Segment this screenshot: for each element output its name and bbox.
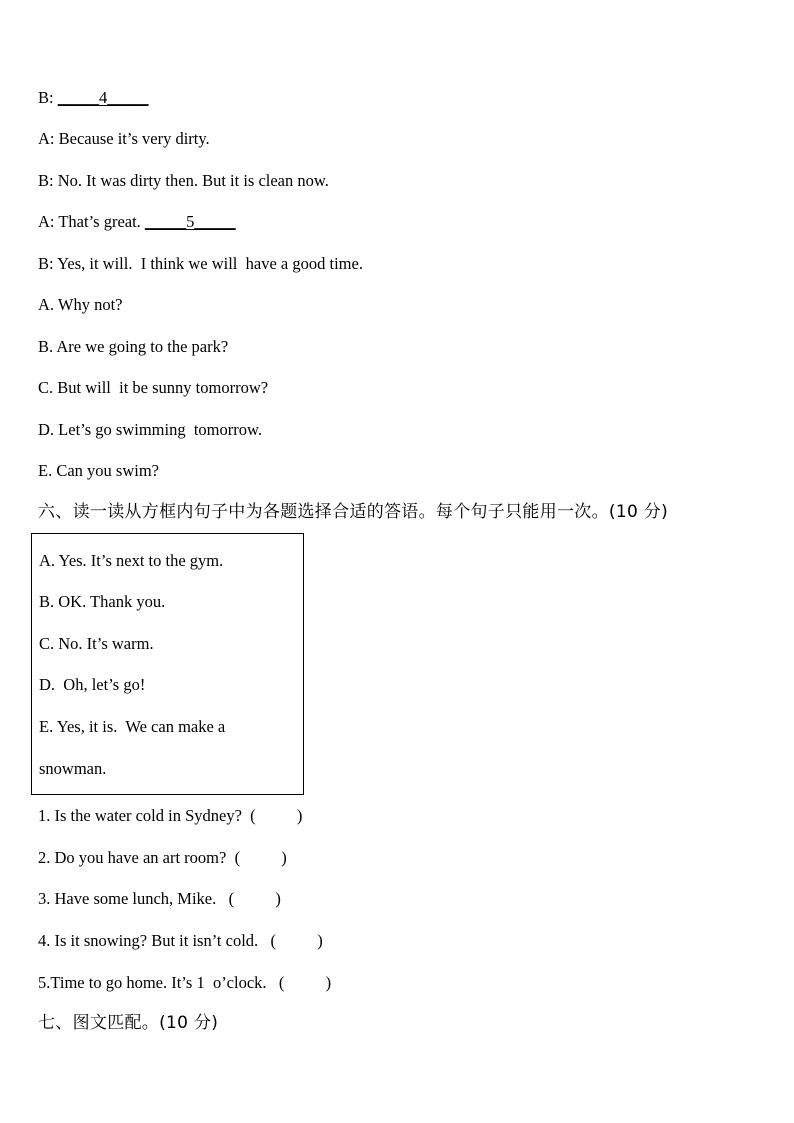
question-5[interactable]: 5.Time to go home. It’s 1 o’clock. ( ) [38,973,332,992]
dialogue-line-b-no: B: No. It was dirty then. But it is clean now. [38,171,329,190]
dialogue-line-b-yes: B: Yes, it will. I think we will have a good time. [38,254,363,273]
question-3[interactable]: 3. Have some lunch, Mike. ( ) [38,889,281,908]
section-6-heading: 六、读一读从方框内句子中为各题选择合适的答语。每个句子只能用一次。(10 分) [38,502,668,522]
option-e: E. Can you swim? [38,461,159,480]
box-choice-e-continued: snowman. [39,759,107,778]
box-choice-b: B. OK. Thank you. [39,592,166,611]
dialogue-line-a-because: A: Because it’s very dirty. [38,129,210,148]
box-choice-d: D. Oh, let’s go! [39,675,146,694]
box-choice-a: A. Yes. It’s next to the gym. [39,551,224,570]
option-a: A. Why not? [38,295,123,314]
blank-5[interactable]: _____5_____ [144,212,236,231]
option-d: D. Let’s go swimming tomorrow. [38,420,262,439]
box-choice-e: E. Yes, it is. We can make a [39,717,226,736]
speaker-b: B: [38,88,58,107]
question-1[interactable]: 1. Is the water cold in Sydney? ( ) [38,806,303,825]
answer-choice-box [31,533,304,795]
dialogue-line-a5 [38,212,236,232]
speaker-a: A: That’s great. [38,212,145,231]
option-b: B. Are we going to the park? [38,337,229,356]
dialogue-line-b4 [38,88,148,108]
blank-4[interactable]: _____4_____ [57,88,149,107]
question-2[interactable]: 2. Do you have an art room? ( ) [38,848,287,867]
section-7-heading: 七、图文匹配。(10 分) [38,1013,219,1033]
option-c: C. But will it be sunny tomorrow? [38,378,269,397]
box-choice-c: C. No. It’s warm. [39,634,154,653]
question-4[interactable]: 4. Is it snowing? But it isn’t cold. ( ) [38,931,323,950]
